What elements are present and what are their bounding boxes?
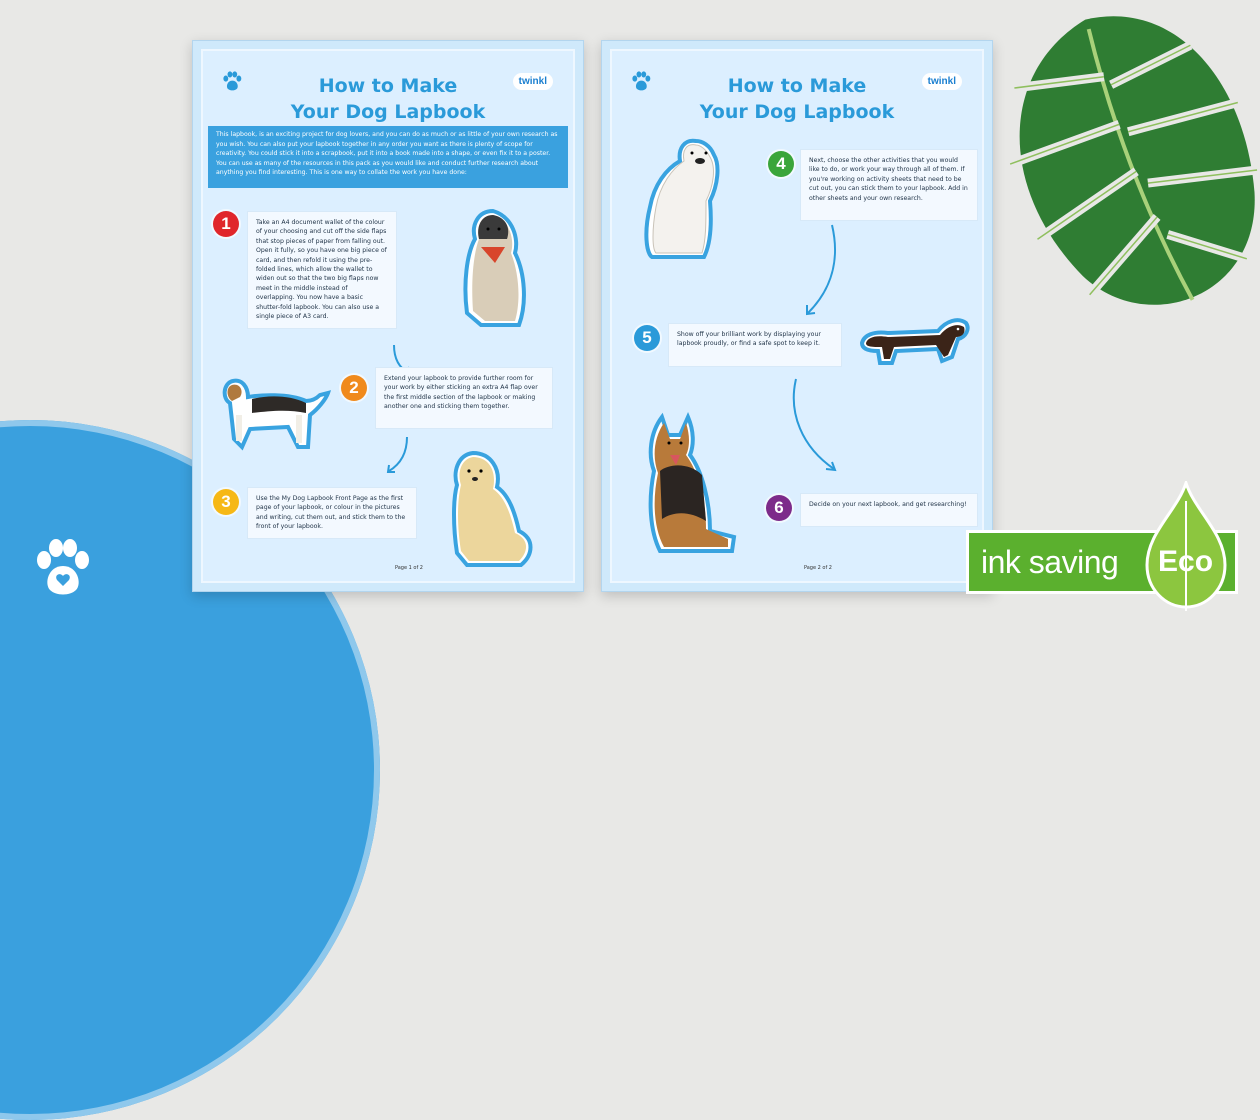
title-line-1: How to Make xyxy=(727,75,867,97)
step-number-1: 1 xyxy=(213,211,239,237)
title-line-2: Your Dog Lapbook xyxy=(290,101,486,123)
arrow-icon xyxy=(802,223,842,319)
step-card-1: Take an A4 document wallet of the colour of your choosing and cut off the side flaps that stop pieces of paper from falling out. Open it fully, so you have one big piece of card, and then refold it using the pre-folded lines, which allow the wallet to widen out so that the two big flaps now meet in the middle instead of overlapping. You now have a basic shutter-fold lapbook. You can also use a single piece of A3 card. xyxy=(247,211,397,329)
arrow-icon xyxy=(788,377,842,477)
step-number-2: 2 xyxy=(341,375,367,401)
page-title xyxy=(203,73,573,125)
page-number: Page 1 of 2 xyxy=(394,565,423,571)
golden-retriever-illustration xyxy=(439,447,539,569)
leaf-icon xyxy=(980,0,1260,350)
arrow-icon xyxy=(385,435,415,475)
paw-icon xyxy=(30,538,94,602)
page-title xyxy=(612,73,982,125)
lapbook-sheet-page-1 xyxy=(192,40,584,592)
step-number-3: 3 xyxy=(213,489,239,515)
sheet-inner xyxy=(201,49,575,583)
step-card-6: Decide on your next lapbook, and get researching! xyxy=(800,493,978,527)
step-card-5: Show off your brilliant work by displaying your lapbook proudly, or find a safe spot to keep it. xyxy=(668,323,842,367)
step-number-5: 5 xyxy=(634,325,660,351)
intro-text: This lapbook, is an exciting project for dog lovers, and you can do as much or as little of your own research as you wish. You can also put your lapbook together in any order you want as there is plenty of scope for creativity. You could stick it into a scrapbook, put it into a book made into a shape, or even fix it to a poster. You can use as many of the resources in this pack as you would like and conduct further research about anything you find interesting. This is one way to collate the work you have done: xyxy=(208,126,568,188)
eco-label: Eco xyxy=(1158,545,1214,578)
title-line-1: How to Make xyxy=(318,75,458,97)
german-shepherd-illustration xyxy=(640,411,740,561)
beagle-dog-illustration xyxy=(218,369,333,454)
lapbook-sheet-page-2 xyxy=(601,40,993,592)
step-number-6: 6 xyxy=(766,495,792,521)
akita-dog-illustration xyxy=(453,203,533,333)
page-number: Page 2 of 2 xyxy=(803,565,832,571)
twinkl-logo: twinkl xyxy=(922,73,962,90)
boxer-dog-illustration xyxy=(640,135,730,263)
step-card-3: Use the My Dog Lapbook Front Page as the first page of your lapbook, or colour in the pictures and writing, cut them out, and stick them to the front of your lapbook. xyxy=(247,487,417,539)
dachshund-illustration xyxy=(858,313,972,369)
step-card-2: Extend your lapbook to provide further room for your work by either sticking an extra A4 flap over the first middle section of the lapbook or making another one and sticking them together. xyxy=(375,367,553,429)
step-card-4: Next, choose the other activities that you would like to do, or work your way through all of them. If you're working on activity sheets that need to be cut out, you can stick them to your lapbook. Add in other sheets and your own research. xyxy=(800,149,978,221)
step-number-4: 4 xyxy=(768,151,794,177)
ink-saving-label: ink saving xyxy=(981,543,1119,580)
sheet-inner xyxy=(610,49,984,583)
title-line-2: Your Dog Lapbook xyxy=(699,101,895,123)
twinkl-logo: twinkl xyxy=(513,73,553,90)
